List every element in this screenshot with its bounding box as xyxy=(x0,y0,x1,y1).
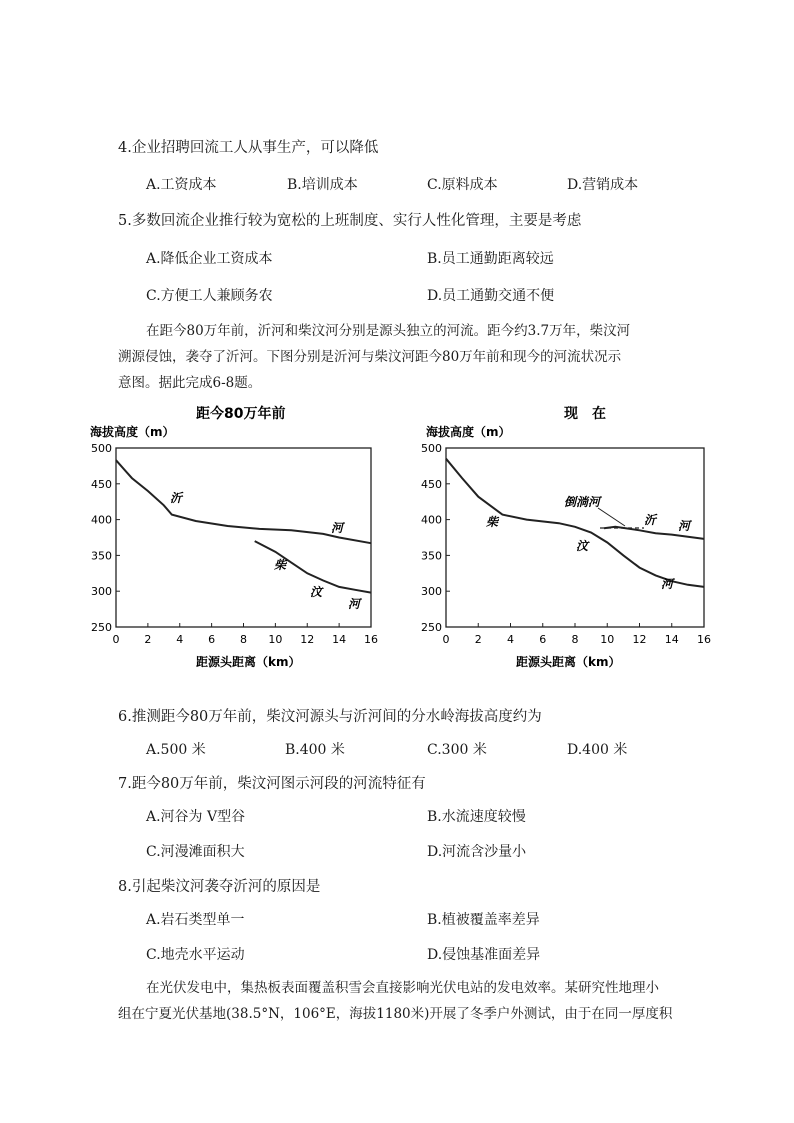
q6-option-c: C.300 米 xyxy=(427,742,487,758)
left-y-axis-label: 海拔高度（m） xyxy=(90,425,175,439)
q8-option-d: D.侵蚀基准面差异 xyxy=(427,947,541,963)
right-chart-title: 现 在 xyxy=(564,406,606,422)
right-y-tick-label: 250 xyxy=(421,621,442,634)
left-plot-frame xyxy=(116,448,371,627)
right-x-tick-label: 8 xyxy=(571,633,579,646)
q5-option-d: D.员工通勤交通不便 xyxy=(427,288,555,304)
q6-option-b: B.400 米 xyxy=(285,742,345,758)
right-x-tick-label: 14 xyxy=(664,633,679,646)
right-y-tick-label: 300 xyxy=(421,585,442,599)
left-y-tick-label: 300 xyxy=(91,585,112,599)
left-x-tick-label: 14 xyxy=(332,633,347,646)
left-chart-title: 距今80万年前 xyxy=(196,406,286,422)
left-x-tick-label: 8 xyxy=(240,633,247,646)
q8-option-b: B.植被覆盖率差异 xyxy=(427,912,540,928)
q4-option-c: C.原料成本 xyxy=(427,177,498,193)
question-4-stem: 4.企业招聘回流工人从事生产，可以降低 xyxy=(118,140,379,156)
left-x-tick-label: 6 xyxy=(208,633,216,646)
right-y-tick-label: 500 xyxy=(421,442,442,455)
right-y-tick-label: 350 xyxy=(421,549,442,563)
right-label-yi: 沂 xyxy=(644,513,657,527)
q8-option-a: A.岩石类型单一 xyxy=(146,912,245,928)
left-label-he1: 河 xyxy=(331,521,344,535)
intro-line-1: 在距今80万年前，沂河和柴汶河分别是源头独立的河流。距今约3.7万年，柴汶河 xyxy=(146,323,631,339)
q6-option-d: D.400 米 xyxy=(567,742,628,758)
right-plot-frame xyxy=(446,448,704,627)
right-y-tick-label: 400 xyxy=(421,513,442,527)
left-x-tick-label: 2 xyxy=(144,633,152,646)
q4-option-d: D.营销成本 xyxy=(567,177,639,193)
q4-option-b: B.培训成本 xyxy=(287,177,358,193)
right-daotang-pointer xyxy=(598,508,625,526)
q7-option-c: C.河漫滩面积大 xyxy=(146,844,245,860)
q6-option-a: A.500 米 xyxy=(146,742,206,758)
right-x-axis-label: 距源头距离（km） xyxy=(516,655,621,669)
question-7-stem: 7.距今80万年前，柴汶河图示河段的河流特征有 xyxy=(118,776,426,792)
right-x-tick-label: 12 xyxy=(632,633,647,646)
right-x-tick-label: 10 xyxy=(600,633,615,646)
right-label-he2: 河 xyxy=(661,577,674,591)
q8-option-c: C.地壳水平运动 xyxy=(146,947,245,963)
left-label-wen: 汶 xyxy=(310,585,323,599)
question-6-stem: 6.推测距今80万年前，柴汶河源头与沂河间的分水岭海拔高度约为 xyxy=(118,709,542,725)
q7-option-a: A.河谷为 V型谷 xyxy=(146,809,246,825)
q4-option-a: A.工资成本 xyxy=(146,177,217,193)
q5-option-c: C.方便工人兼顾务农 xyxy=(146,288,273,304)
left-y-tick-label: 500 xyxy=(91,442,112,455)
left-label-yi: 沂 xyxy=(170,491,183,505)
q7-option-d: D.河流含沙量小 xyxy=(427,844,527,860)
right-label-he1: 河 xyxy=(678,519,691,533)
left-label-he2: 河 xyxy=(348,597,361,611)
right-chaiwen-river-line xyxy=(446,459,704,587)
right-label-chai: 柴 xyxy=(486,515,499,529)
left-label-chai: 柴 xyxy=(274,558,287,572)
question-5-stem: 5.多数回流企业推行较为宽松的上班制度、实行人性化管理，主要是考虑 xyxy=(118,213,582,229)
intro-line-3: 意图。据此完成6-8题。 xyxy=(118,375,262,391)
intro-paragraph xyxy=(118,318,678,396)
right-x-tick-label: 4 xyxy=(507,633,514,646)
outro-paragraph xyxy=(118,975,678,1027)
right-y-axis-label: 海拔高度（m） xyxy=(426,425,511,439)
right-x-tick-label: 2 xyxy=(474,633,482,646)
left-y-tick-label: 350 xyxy=(91,549,112,563)
right-chart-panel xyxy=(421,405,711,669)
left-y-tick-label: 250 xyxy=(91,621,112,634)
river-profile-figure xyxy=(88,402,711,674)
right-x-tick-label: 6 xyxy=(539,633,547,646)
outro-line-2: 组在宁夏光伏基地(38.5°N，106°E，海拔1180米)开展了冬季户外测试，由于在同一厚度积 xyxy=(118,1006,673,1022)
question-8-stem: 8.引起柴汶河袭夺沂河的原因是 xyxy=(118,879,321,895)
left-x-tick-label: 12 xyxy=(300,633,315,646)
outro-line-1: 在光伏发电中，集热板表面覆盖积雪会直接影响光伏电站的发电效率。某研究性地理小 xyxy=(146,980,659,996)
q7-option-b: B.水流速度较慢 xyxy=(427,809,526,825)
q5-option-a: A.降低企业工资成本 xyxy=(146,251,273,267)
left-x-tick-label: 16 xyxy=(364,633,378,646)
left-chart-panel xyxy=(90,405,378,669)
left-y-tick-label: 400 xyxy=(91,513,112,527)
right-y-tick-label: 450 xyxy=(421,477,442,491)
left-y-tick-label: 450 xyxy=(91,477,112,491)
right-x-tick-label: 16 xyxy=(697,633,711,646)
right-label-wen: 汶 xyxy=(576,539,589,553)
left-x-axis-label: 距源头距离（km） xyxy=(196,655,301,669)
right-x-tick-label: 0 xyxy=(442,633,450,646)
left-x-tick-label: 4 xyxy=(176,633,184,646)
left-x-tick-label: 0 xyxy=(112,633,120,646)
right-label-daotang: 倒淌河 xyxy=(564,495,601,509)
left-x-tick-label: 10 xyxy=(268,633,283,646)
q5-option-b: B.员工通勤距离较远 xyxy=(427,251,554,267)
intro-line-2: 溯源侵蚀，袭夺了沂河。下图分别是沂河与柴汶河距今80万年前和现今的河流状况示 xyxy=(118,349,622,365)
